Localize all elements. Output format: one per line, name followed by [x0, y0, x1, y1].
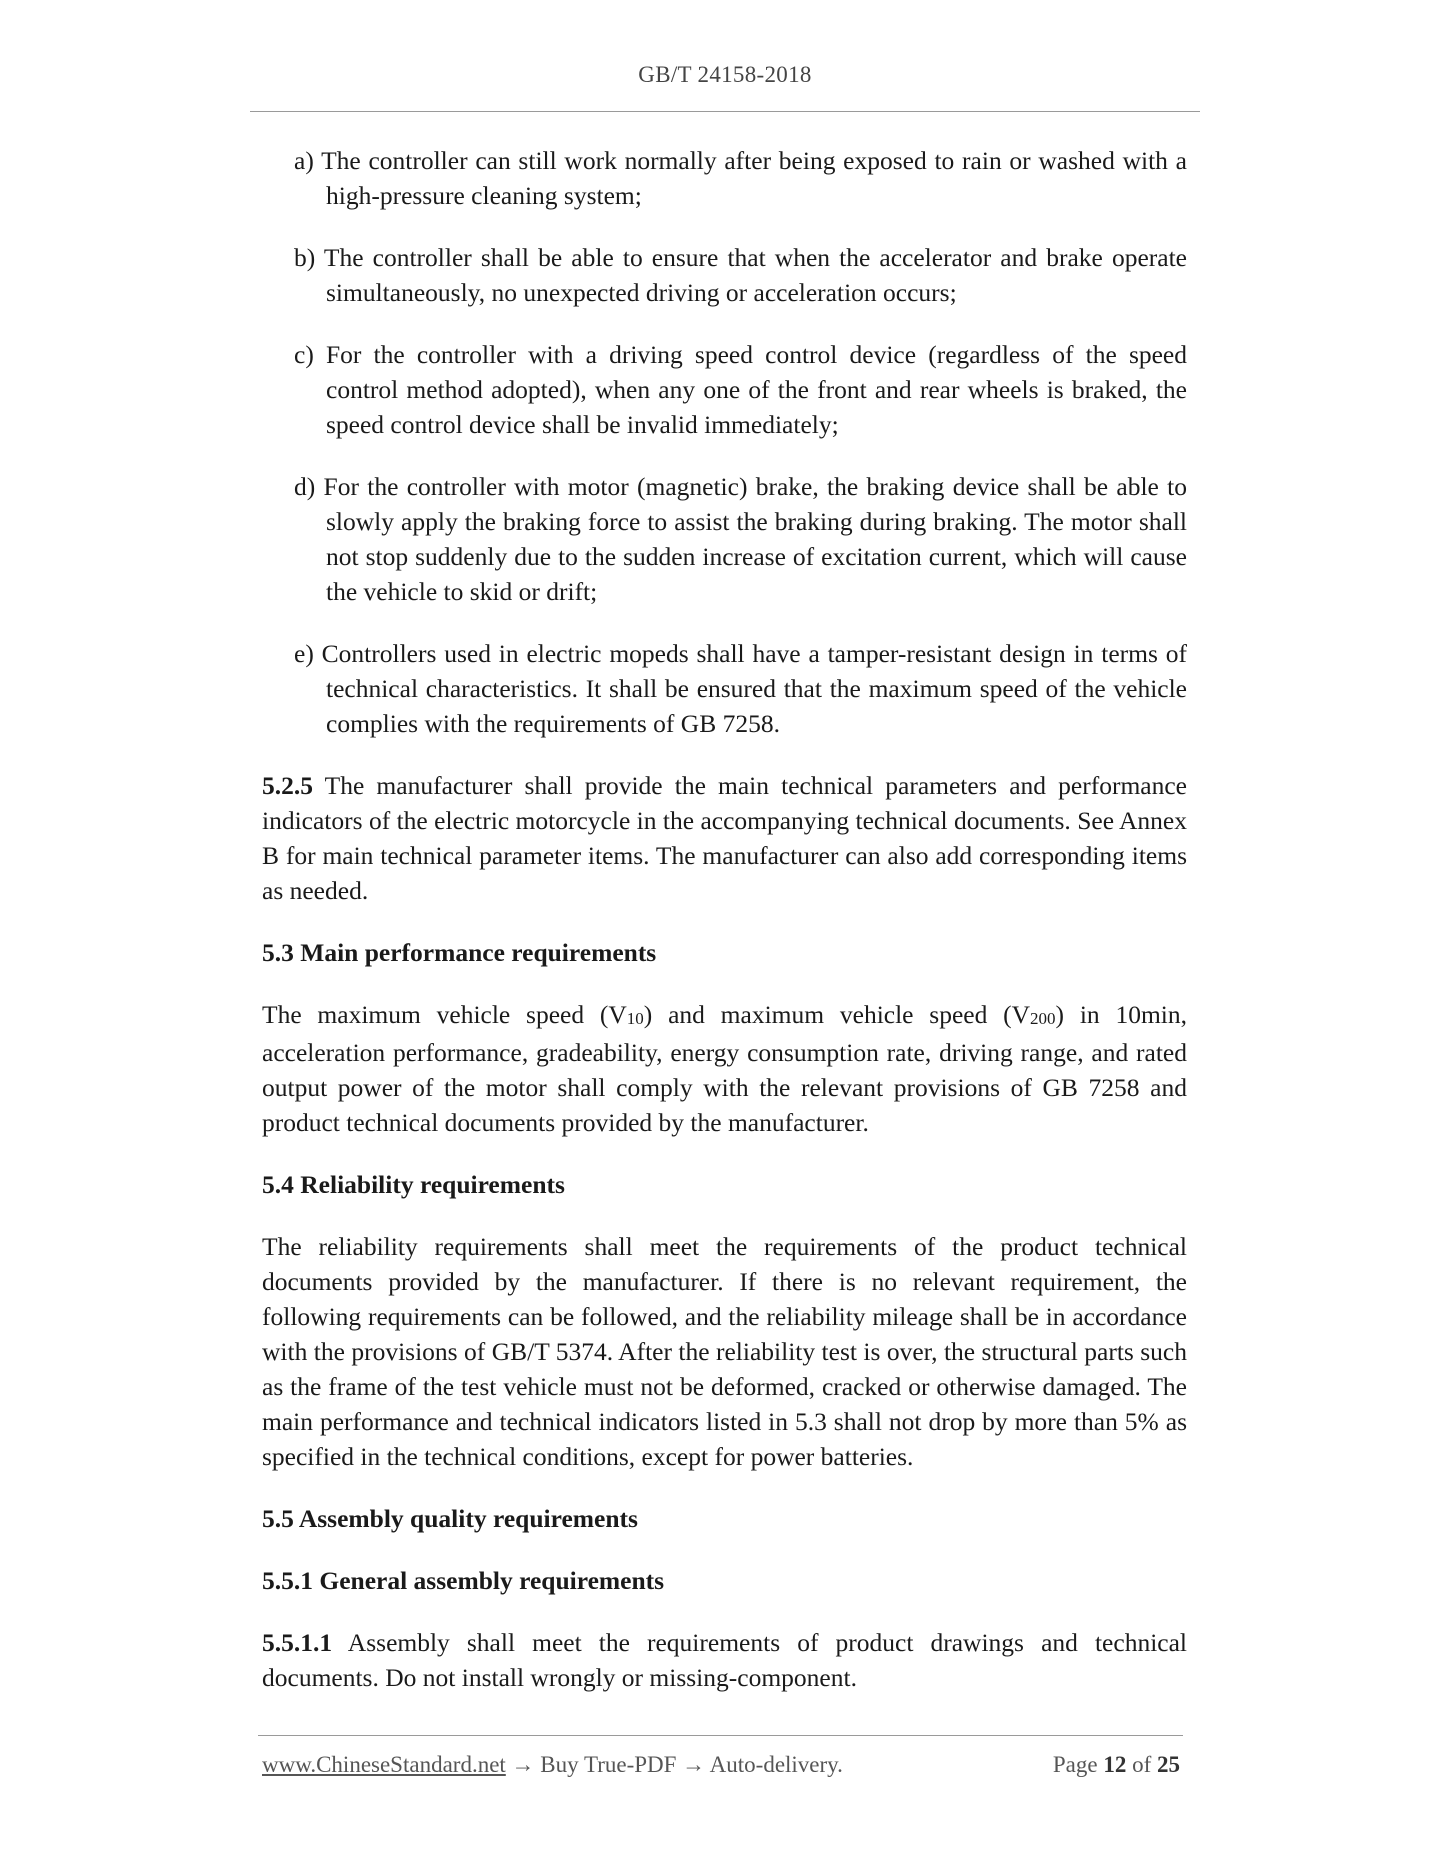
header-divider [250, 111, 1200, 112]
clause-text: The manufacturer shall provide the main technical parameters and performance indicators of the electric motorcycle in the accompanying technical documents. See Annex B for main technical parameter items. The manufacturer can also add corresponding items as needed. [262, 771, 1187, 905]
list-item-e: e) Controllers used in electric mopeds shall have a tamper-resistant design in terms of technical characteristics. It shall be ensured that the maximum speed of the vehicle complies with the requirements of GB 7258. [294, 639, 1187, 738]
section-heading-5-5: 5.5 Assembly quality requirements [262, 1504, 638, 1533]
footer-promo [262, 1752, 843, 1778]
section-heading-5-5-1: 5.5.1 General assembly requirements [262, 1566, 665, 1595]
list-item-a: a) The controller can still work normally after being exposed to rain or washed with a high-pressure cleaning system; [294, 146, 1187, 210]
footer-divider [258, 1735, 1183, 1736]
website-link[interactable]: www.ChineseStandard.net [262, 1752, 506, 1777]
clause-number: 5.2.5 [262, 771, 313, 800]
section-5-3-paragraph [262, 997, 1187, 1140]
subscript: 10 [626, 1009, 644, 1028]
text-run: ) in 10min, acceleration performance, gradeability, energy consumption rate, driving range, and rated output power of the motor shall comply with the relevant provisions of GB 7258 and product technical documents provided by the manufacturer. [262, 1000, 1187, 1137]
page-label: Page [1052, 1752, 1104, 1777]
list-item-b: b) The controller shall be able to ensure that when the accelerator and brake operate simultaneously, no unexpected driving or acceleration occurs; [294, 243, 1187, 307]
section-5-4-paragraph: The reliability requirements shall meet the requirements of the product technical documents provided by the manufacturer. If there is no relevant requirement, the following requirements can be followed, and the reliability mileage shall be in accordance with the provisions of GB/T 5374. After the reliability test is over, the structural parts such as the frame of the test vehicle must not be deformed, cracked or otherwise damaged. The main performance and technical indicators listed in 5.3 shall not drop by more than 5% as specified in the technical conditions, except for power batteries. [262, 1232, 1187, 1471]
clause-5-2-5 [262, 768, 1187, 908]
page-header: GB/T 24158-2018 [638, 62, 812, 87]
of-label: of [1126, 1752, 1157, 1777]
section-heading-5-4: 5.4 Reliability requirements [262, 1170, 565, 1199]
section-heading-5-3: 5.3 Main performance requirements [262, 938, 657, 967]
current-page: 12 [1103, 1752, 1127, 1777]
footer-tail: → Buy True-PDF → Auto-delivery. [505, 1752, 843, 1777]
list-item-c: c) For the controller with a driving speed control device (regardless of the speed control method adopted), when any one of the front and rear wheels is braked, the speed control device shall be invalid immediately; [294, 340, 1187, 439]
clause-5-5-1-1 [262, 1625, 1187, 1695]
document-body [262, 143, 1187, 1722]
list-item-d: d) For the controller with motor (magnetic) brake, the braking device shall be able to slowly apply the braking force to assist the braking during braking. The motor shall not stop suddenly due to the sudden increase of excitation current, which will cause the vehicle to skid or drift; [294, 472, 1187, 606]
clause-number: 5.5.1.1 [262, 1628, 333, 1657]
subscript: 200 [1030, 1009, 1056, 1028]
text-run: ) and maximum vehicle speed (V [643, 1000, 1031, 1029]
page-number [1053, 1752, 1180, 1778]
text-run: The maximum vehicle speed (V [262, 1000, 627, 1029]
total-pages: 25 [1157, 1752, 1180, 1777]
clause-text: Assembly shall meet the requirements of product drawings and technical documents. Do not install wrongly or missing-component. [262, 1628, 1187, 1692]
